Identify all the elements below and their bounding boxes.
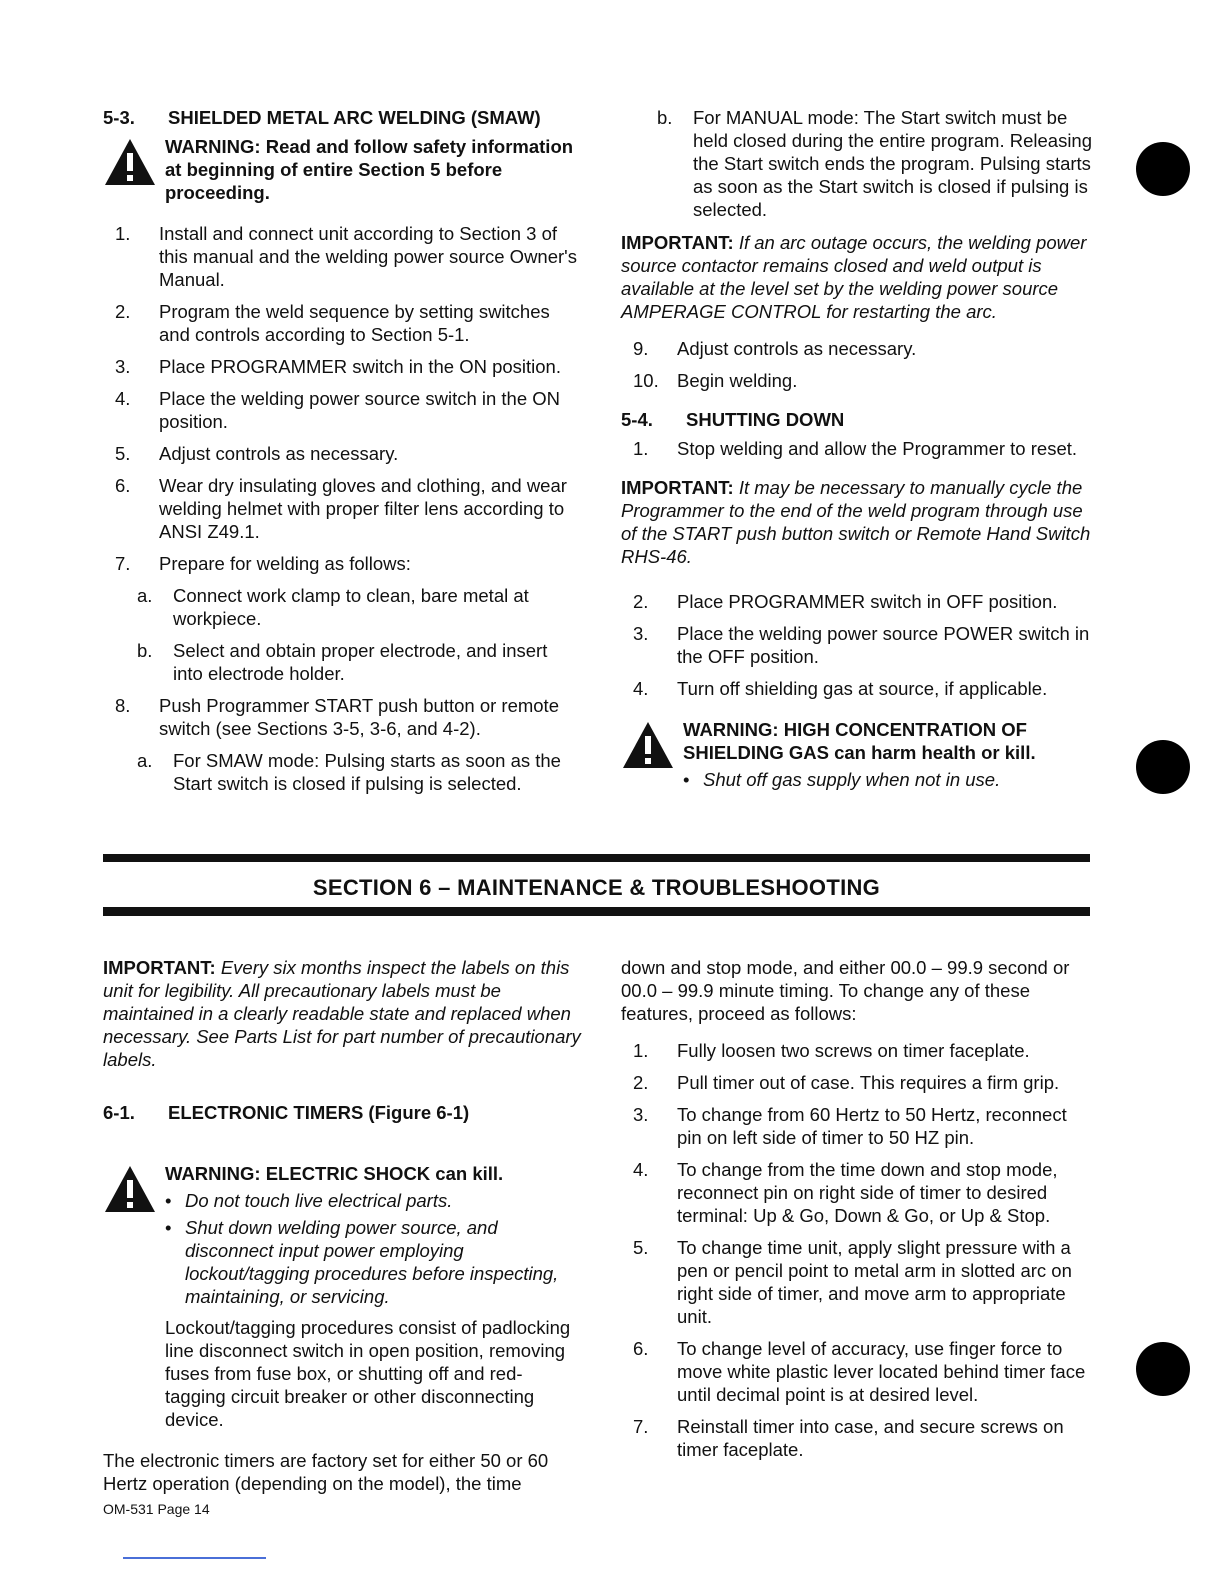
important-note	[621, 476, 1095, 568]
important-text: Every six months inspect the labels on this unit for legibility. All precautionary labels must be maintained in a clearly readable state and replaced when necessary. See Parts List for part number of precautionary labels.	[103, 957, 581, 1070]
list-item	[621, 677, 1095, 700]
warning-bullet: • Do not touch live electrical parts.	[165, 1190, 453, 1211]
list-item	[621, 1103, 1095, 1149]
section-rule-top	[103, 854, 1090, 862]
list-item	[103, 222, 581, 291]
item-number: 1.	[115, 223, 131, 244]
item-text: Install and connect unit according to Section 3 of this manual and the welding power source Owner's Manual.	[159, 223, 577, 290]
section-number: 6-1.	[103, 1102, 135, 1123]
item-number: 7.	[633, 1416, 649, 1437]
warning-icon	[621, 720, 675, 770]
item-text: Push Programmer START push button or remote switch (see Sections 3-5, 3-6, and 4-2).	[159, 695, 559, 739]
list-item	[621, 1158, 1095, 1227]
item-text: Adjust controls as necessary.	[159, 443, 399, 464]
list-item	[621, 369, 1095, 392]
item-text: Program the weld sequence by setting switches and controls according to Section 5-1.	[159, 301, 550, 345]
item-number: 1.	[633, 438, 649, 459]
item-number: 6.	[633, 1338, 649, 1359]
punch-hole	[1136, 740, 1190, 794]
list-item	[621, 1415, 1095, 1461]
item-text: To change from 60 Hertz to 50 Hertz, reconnect pin on left side of timer to 50 HZ pin.	[677, 1104, 1067, 1148]
lockout-text: Lockout/tagging procedures consist of padlocking line disconnect switch in open position, removing fuses from fuse box, or shutting off and red-tagging circuit breaker or other disconnecting device.	[165, 1317, 571, 1430]
item-text: To change from the time down and stop mode, reconnect pin on right side of timer to desired terminal: Up & Go, Down & Go, or Up & Stop.	[677, 1159, 1058, 1226]
item-text: Wear dry insulating gloves and clothing, and wear welding helmet with proper filter lens according to ANSI Z49.1.	[159, 475, 567, 542]
important-label: IMPORTANT:	[621, 232, 734, 253]
warning-bullet: • Shut off gas supply when not in use.	[683, 769, 1001, 790]
section-heading-5-4	[621, 408, 1095, 431]
item-text: Reinstall timer into case, and secure screws on timer faceplate.	[677, 1416, 1064, 1460]
column-bottom-right	[621, 956, 1095, 1470]
item-number: 5.	[633, 1237, 649, 1258]
item-text: Pull timer out of case. This requires a firm grip.	[677, 1072, 1060, 1093]
item-text: For MANUAL mode: The Start switch must be held closed during the entire program. Releasing the Start switch ends the program. Pulsing starts as soon as the Start switch is closed if pulsing is selected.	[693, 107, 1093, 220]
sub-item	[621, 106, 1095, 221]
section-rule-bottom	[103, 907, 1090, 916]
item-number: 9.	[633, 338, 649, 359]
bullet-text: Do not touch live electrical parts.	[185, 1190, 453, 1211]
section-title: SHIELDED METAL ARC WELDING (SMAW)	[168, 107, 541, 128]
item-number: 2.	[633, 1072, 649, 1093]
item-text: Place the welding power source POWER switch in the OFF position.	[677, 623, 1090, 667]
timers-paragraph-cont: down and stop mode, and either 00.0 – 99.9 second or 00.0 – 99.9 minute timing. To change any of these features, proceed as follows:	[621, 957, 1070, 1024]
item-number: 1.	[633, 1040, 649, 1061]
warning-block	[103, 1162, 581, 1431]
item-letter: b.	[137, 640, 153, 661]
important-text: It may be necessary to manually cycle the Programmer to the end of the weld program through use of the START push button switch or Remote Hand Switch RHS-46.	[621, 477, 1091, 567]
warning-text: WARNING: Read and follow safety information at beginning of entire Section 5 before proceeding.	[165, 136, 574, 203]
item-text: Stop welding and allow the Programmer to reset.	[677, 438, 1078, 459]
section-title: SHUTTING DOWN	[686, 409, 845, 430]
item-text: Connect work clamp to clean, bare metal at workpiece.	[173, 585, 529, 629]
list-item	[621, 1337, 1095, 1406]
warning-icon	[103, 1164, 157, 1214]
section-title: ELECTRONIC TIMERS (Figure 6-1)	[168, 1102, 470, 1123]
sub-item	[103, 584, 581, 630]
item-letter: b.	[657, 107, 673, 128]
list-item	[621, 337, 1095, 360]
list-item	[103, 300, 581, 346]
list-item	[103, 694, 581, 740]
important-label: IMPORTANT:	[103, 957, 216, 978]
item-text: Begin welding.	[677, 370, 798, 391]
bullet-text: Shut off gas supply when not in use.	[703, 769, 1001, 790]
item-text: Select and obtain proper electrode, and insert into electrode holder.	[173, 640, 548, 684]
list-item	[103, 552, 581, 575]
item-text: Place PROGRAMMER switch in the ON position.	[159, 356, 561, 377]
sub-item	[103, 749, 581, 795]
important-text: If an arc outage occurs, the welding power source contactor remains closed and weld output is available at the level set by the welding power source AMPERAGE CONTROL for restarting the arc.	[621, 232, 1087, 322]
section-6-title: SECTION 6 – MAINTENANCE & TROUBLESHOOTING	[312, 875, 881, 900]
punch-hole	[1136, 1342, 1190, 1396]
item-number: 4.	[633, 1159, 649, 1180]
item-number: 7.	[115, 553, 131, 574]
item-number: 4.	[633, 678, 649, 699]
section-number: 5-4.	[621, 409, 653, 430]
item-number: 10.	[633, 370, 659, 391]
item-text: Place the welding power source switch in the ON position.	[159, 388, 561, 432]
item-text: To change level of accuracy, use finger force to move white plastic lever located behind timer face until decimal point is at desired level.	[677, 1338, 1086, 1405]
section-number: 5-3.	[103, 107, 135, 128]
item-number: 3.	[115, 356, 131, 377]
column-bottom-left	[103, 956, 581, 1509]
important-note	[103, 956, 581, 1071]
list-item	[103, 474, 581, 543]
warning-block	[103, 135, 581, 204]
list-item	[621, 1236, 1095, 1328]
item-number: 4.	[115, 388, 131, 409]
sub-item	[103, 639, 581, 685]
list-item	[621, 590, 1095, 613]
item-text: Adjust controls as necessary.	[677, 338, 917, 359]
punch-hole	[1136, 142, 1190, 196]
item-text: For SMAW mode: Pulsing starts as soon as the Start switch is closed if pulsing is selected.	[173, 750, 561, 794]
column-top-right	[621, 106, 1095, 801]
item-number: 5.	[115, 443, 131, 464]
important-label: IMPORTANT:	[621, 477, 734, 498]
item-text: Prepare for welding as follows:	[159, 553, 411, 574]
bullet-text: Shut down welding power source, and disconnect input power employing lockout/tagging procedures before inspecting, maintaining, or servicing.	[185, 1217, 559, 1307]
list-item	[621, 622, 1095, 668]
section-heading-5-3	[103, 106, 581, 129]
item-text: Place PROGRAMMER switch in OFF position.	[677, 591, 1058, 612]
item-number: 2.	[633, 591, 649, 612]
item-number: 2.	[115, 301, 131, 322]
list-item	[621, 1071, 1095, 1094]
list-item	[103, 442, 581, 465]
item-number: 6.	[115, 475, 131, 496]
item-number: 8.	[115, 695, 131, 716]
item-number: 3.	[633, 1104, 649, 1125]
list-item	[103, 387, 581, 433]
item-letter: a.	[137, 750, 153, 771]
warning-text: WARNING: ELECTRIC SHOCK can kill.	[165, 1163, 504, 1184]
list-item	[621, 1039, 1095, 1062]
item-text: To change time unit, apply slight pressure with a pen or pencil point to metal arm in slotted arc on right side of timer, and move arm to appropriate unit.	[677, 1237, 1072, 1327]
page-footer: OM-531 Page 14	[103, 1501, 210, 1517]
section-heading-6-1	[103, 1101, 581, 1124]
item-text: Turn off shielding gas at source, if applicable.	[677, 678, 1048, 699]
item-number: 3.	[633, 623, 649, 644]
list-item	[621, 437, 1095, 460]
warning-text: WARNING: HIGH CONCENTRATION OF SHIELDING GAS can harm health or kill.	[683, 719, 1036, 763]
column-top-left	[103, 106, 581, 804]
list-item	[103, 355, 581, 378]
warning-block	[621, 718, 1095, 791]
warning-icon	[103, 137, 157, 187]
item-text: Fully loosen two screws on timer faceplate.	[677, 1040, 1030, 1061]
warning-bullet: • Shut down welding power source, and disconnect input power employing lockout/tagging procedures before inspecting, maintaining, or servicing.	[165, 1216, 581, 1308]
timers-paragraph: The electronic timers are factory set for either 50 or 60 Hertz operation (depending on the model), the time	[103, 1450, 549, 1494]
footer-line	[123, 1557, 266, 1559]
important-note	[621, 231, 1095, 323]
item-letter: a.	[137, 585, 153, 606]
